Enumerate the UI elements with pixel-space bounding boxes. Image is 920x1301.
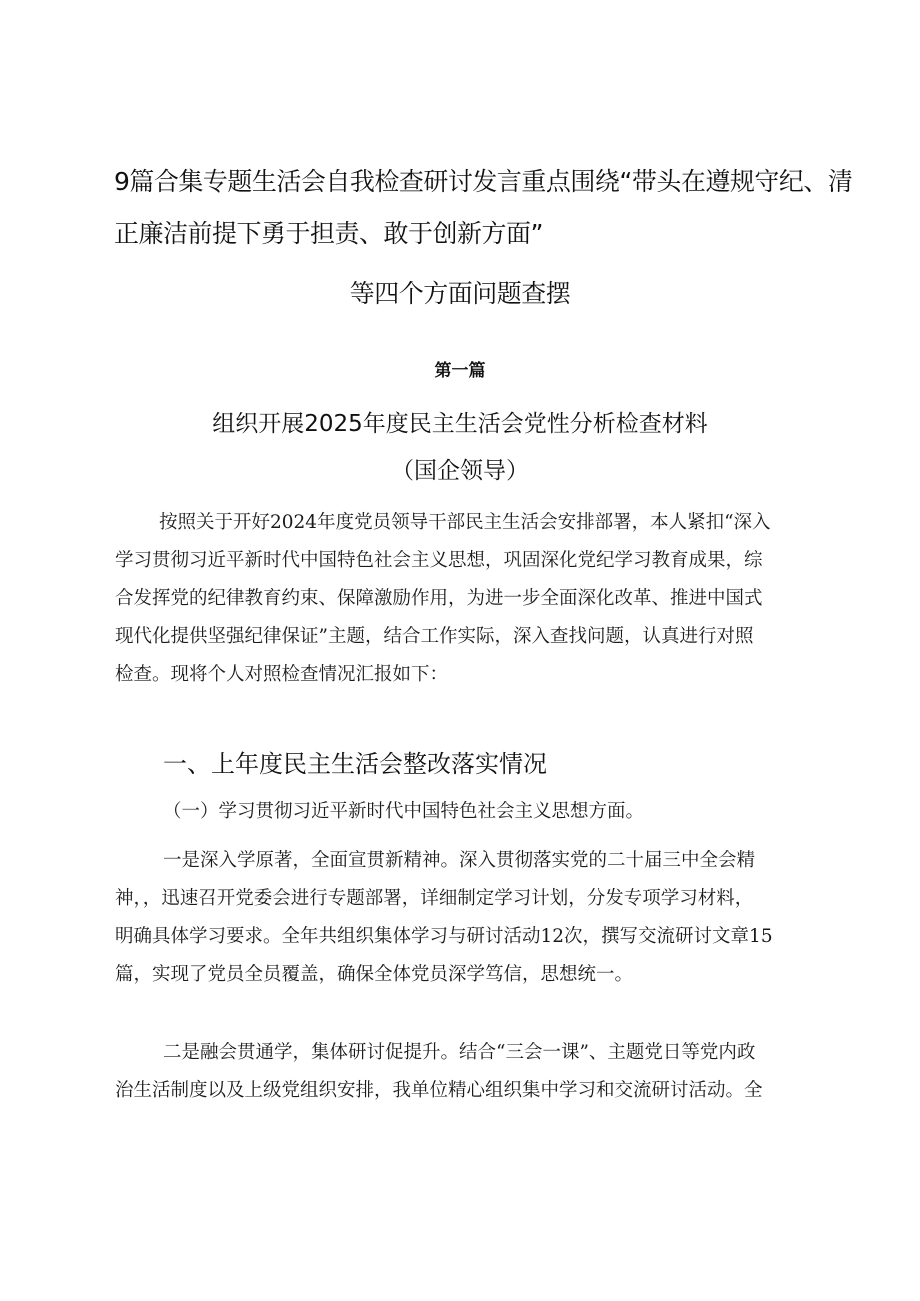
intro-line: 按照关于开好2024年度党员领导干部民主生活会安排部署，本人紧扣“深入 — [159, 512, 771, 533]
title-line-2: 正廉洁前提下勇于担责、敢于创新方面” — [114, 219, 543, 248]
intro-line: 学习贯彻习近平新时代中国特色社会主义思想，巩固深化党纪学习教育成果，综 — [115, 550, 763, 571]
chapter-subtitle: 组织开展2025年度民主生活会党性分析检查材料 — [212, 411, 708, 437]
paragraph-one — [115, 842, 820, 994]
intro-line: 检查。现将个人对照检查情况汇报如下： — [115, 664, 449, 685]
title-line-1: 9篇合集专题生活会自我检查研讨发言重点围绕“带头在遵规守纪、清 — [114, 167, 853, 196]
paragraph-line: 二是融会贯通学，集体研讨促提升。结合“三会一课”、主题党日等党内政 — [163, 1042, 756, 1063]
intro-paragraph — [115, 504, 820, 694]
intro-line: 现代化提供坚强纪律保证”主题，结合工作实际，深入查找问题，认真进行对照 — [115, 626, 754, 647]
chapter-label: 第一篇 — [434, 361, 486, 381]
paragraph-line: 明确具体学习要求。全年共组织集体学习与研讨活动12次，撰写交流研讨文章15 — [115, 926, 773, 947]
section-heading: 一、上年度民主生活会整改落实情况 — [163, 750, 547, 778]
intro-line: 合发挥党的纪律教育约束、保障激励作用，为进一步全面深化改革、推进中国式 — [115, 588, 763, 609]
section-subheading: （一）学习贯彻习近平新时代中国特色社会主义思想方面。 — [163, 801, 645, 822]
paragraph-two — [115, 1034, 820, 1110]
paragraph-line: 篇，实现了党员全员覆盖，确保全体党员深学笃信，思想统一。 — [115, 964, 634, 985]
document-title — [0, 156, 920, 320]
title-line-3: 等四个方面问题查摆 — [349, 279, 571, 308]
paragraph-line: 神，，迅速召开党委会进行专题部署，详细制定学习计划，分发专项学习材料， — [115, 888, 754, 909]
paragraph-line: 一是深入学原著，全面宣贯新精神。深入贯彻落实党的二十届三中全会精 — [163, 850, 756, 871]
paragraph-line: 治生活制度以及上级党组织安排，我单位精心组织集中学习和交流研讨活动。全 — [115, 1080, 763, 1101]
chapter-subtitle-note: （国企领导） — [391, 458, 529, 484]
